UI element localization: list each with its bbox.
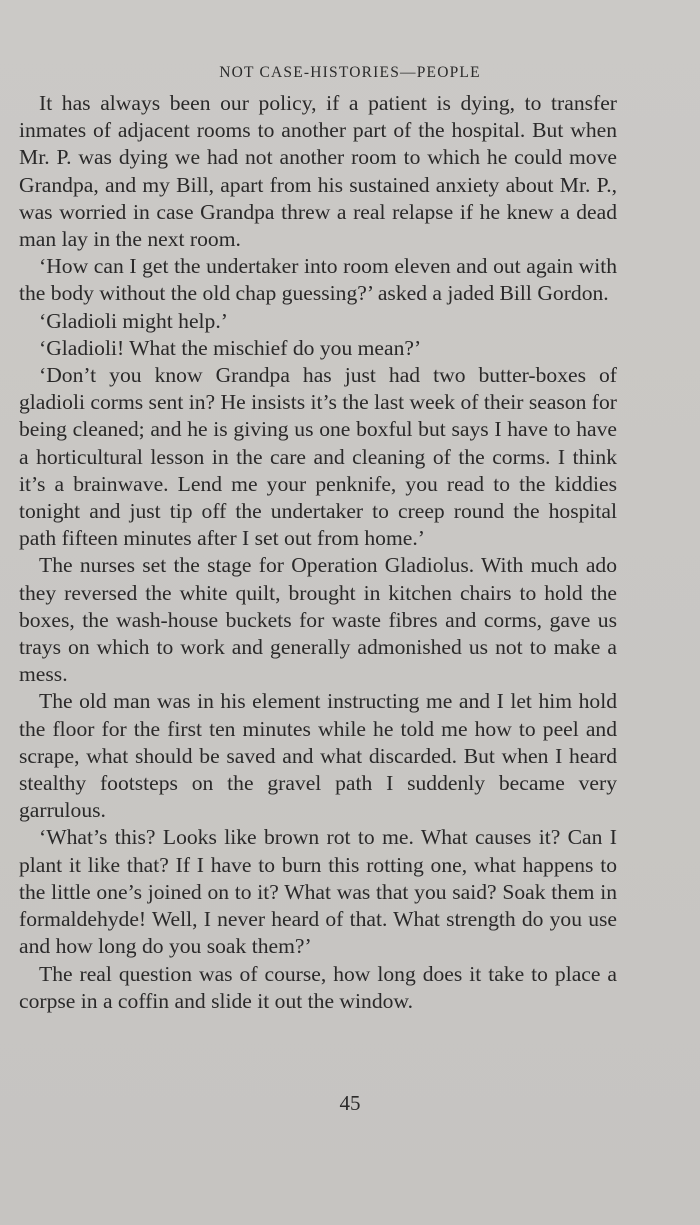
page-number: 45 xyxy=(339,1091,361,1115)
paragraph: It has always been our policy, if a patient is dying, to transfer inmates of adjacent rooms to another part of the hospital. But when Mr. P. was dying we had not another room to which he could move Grandpa, and my Bill, apart from his sustained anxiety about Mr. P., was worried in case Grandpa threw a real relapse if he knew a dead man lay in the next room. xyxy=(19,91,617,252)
paragraph: ‘How can I get the undertaker into room eleven and out again with the body without the old chap guessing?’ asked a jaded Bill Gordon. xyxy=(19,254,617,306)
paragraph: The old man was in his element instructing me and I let him hold the floor for the first ten minutes while he told me how to peel and scrape, what should be saved and what discarded. But when I heard stealthy footsteps on the gravel path I suddenly became very garrulous. xyxy=(19,689,617,823)
paragraph: The real question was of course, how long does it take to place a corpse in a coffin and slide it out the window. xyxy=(19,961,617,1013)
body-text xyxy=(19,90,617,1015)
paragraph: ‘Gladioli! What the mischief do you mean?’ xyxy=(39,335,422,360)
running-head: NOT CASE-HISTORIES—PEOPLE xyxy=(219,64,481,81)
paragraph: ‘What’s this? Looks like brown rot to me. What causes it? Can I plant it like that? If I have to burn this rotting one, what happens to the little one’s joined on to it? What was that you said? Soak them in formaldehyde! Well, I never heard of that. What strength do you use and how long do you soak them?’ xyxy=(19,825,617,959)
paragraph: ‘Don’t you know Grandpa has just had two butter-boxes of gladioli corms sent in? He insists it’s the last week of their season for being cleaned; and he is giving us one boxful but says I have to have a horticultural lesson in the care and cleaning of the corms. I think it’s a brainwave. Lend me your penknife, you read to the kiddies tonight and just tip off the undertaker to creep round the hospital path fifteen minutes after I set out from home.’ xyxy=(19,363,617,551)
paragraph: ‘Gladioli might help.’ xyxy=(39,308,228,333)
paragraph: The nurses set the stage for Operation Gladiolus. With much ado they reversed the white quilt, brought in kitchen chairs to hold the boxes, the wash-house buckets for waste fibres and corms, gave us trays on which to work and generally admonished us not to make a mess. xyxy=(19,553,617,687)
